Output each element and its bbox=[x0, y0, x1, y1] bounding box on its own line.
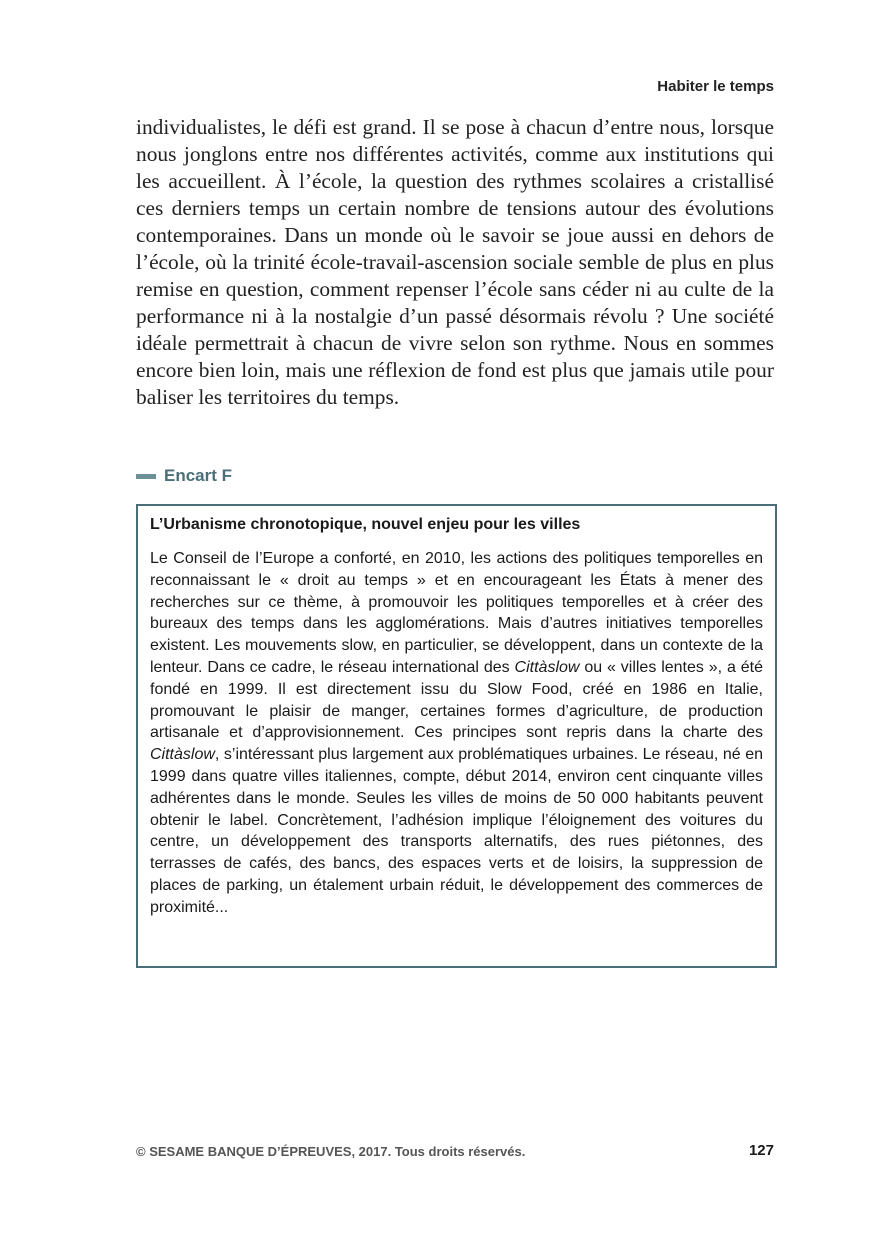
insert-text-part-1: Le Conseil de l’Europe a conforté, en 2010, les actions des politiques temporelles en reconnaissant le « droit au temps » et en encourageant les États à mener des recherches sur ce thème, à promouvoir les politiques temporelles et à créer des bureaux des temps dans les agglomérations. Mais d’autres initiatives temporelles existent. Les mouvements slow, en particulier, se développent, dans un contexte de la lenteur. Dans ce cadre, le réseau international des bbox=[150, 550, 763, 676]
footer-copyright: © SESAME BANQUE D’ÉPREUVES, 2017. Tous droits réservés. bbox=[136, 1144, 526, 1159]
insert-box bbox=[136, 504, 777, 968]
running-header: Habiter le temps bbox=[657, 78, 774, 95]
insert-text-part-3: , s’intéressant plus largement aux problématiques urbaines. Le réseau, né en 1999 dans quatre villes italiennes, compte, début 2014, environ cent cinquante villes adhérentes dans le monde. Seules les villes de moins de 50 000 habitants peuvent obtenir le label. Concrètement, l’adhésion implique l’éloignement des voitures du centre, un développement des transports alternatifs, des rues piétonnes, des terrasses de cafés, des bancs, des espaces verts et de loisirs, la suppression de places de parking, un étalement urbain réduit, le développement des commerces de proximité... bbox=[150, 746, 763, 916]
insert-title: L’Urbanisme chronotopique, nouvel enjeu pour les villes bbox=[150, 516, 581, 533]
insert-label: Encart F bbox=[164, 466, 233, 485]
insert-body bbox=[150, 548, 763, 919]
body-paragraph: individualistes, le défi est grand. Il se pose à chacun d’entre nous, lorsque nous jonglons entre nos différentes activités, comme aux institutions qui les accueillent. À l’école, la question des rythmes scolaires a cristallisé ces derniers temps un certain nombre de tensions autour des évolutions contemporaines. Dans un monde où le savoir se joue aussi en dehors de l’école, où la trinité école-travail-ascension sociale semble de plus en plus remise en question, comment repenser l’école sans céder ni au culte de la performance ni à la nostalgie d’un passé désormais révolu ? Une société idéale permettrait à chacun de vivre selon son rythme. Nous en sommes encore bien loin, mais une réflexion de fond est plus que jamais utile pour baliser les territoires du temps. bbox=[136, 115, 774, 409]
insert-heading bbox=[136, 466, 232, 486]
insert-italic-cittaslow-1: Cittàslow bbox=[514, 658, 580, 676]
page-number: 127 bbox=[748, 1142, 774, 1159]
insert-italic-cittaslow-2: Cittàslow bbox=[150, 746, 215, 764]
insert-text-part-2: ou « villes lentes », a été fondé en 1999. Il est directement issu du Slow Food, créé en 1986 en Italie, promouvant le plaisir de manger, certaines formes d’agriculture, de production artisanale et d’approvisionnement. Ces principes sont repris dans la charte des bbox=[150, 658, 764, 742]
insert-heading-bar bbox=[136, 474, 156, 479]
